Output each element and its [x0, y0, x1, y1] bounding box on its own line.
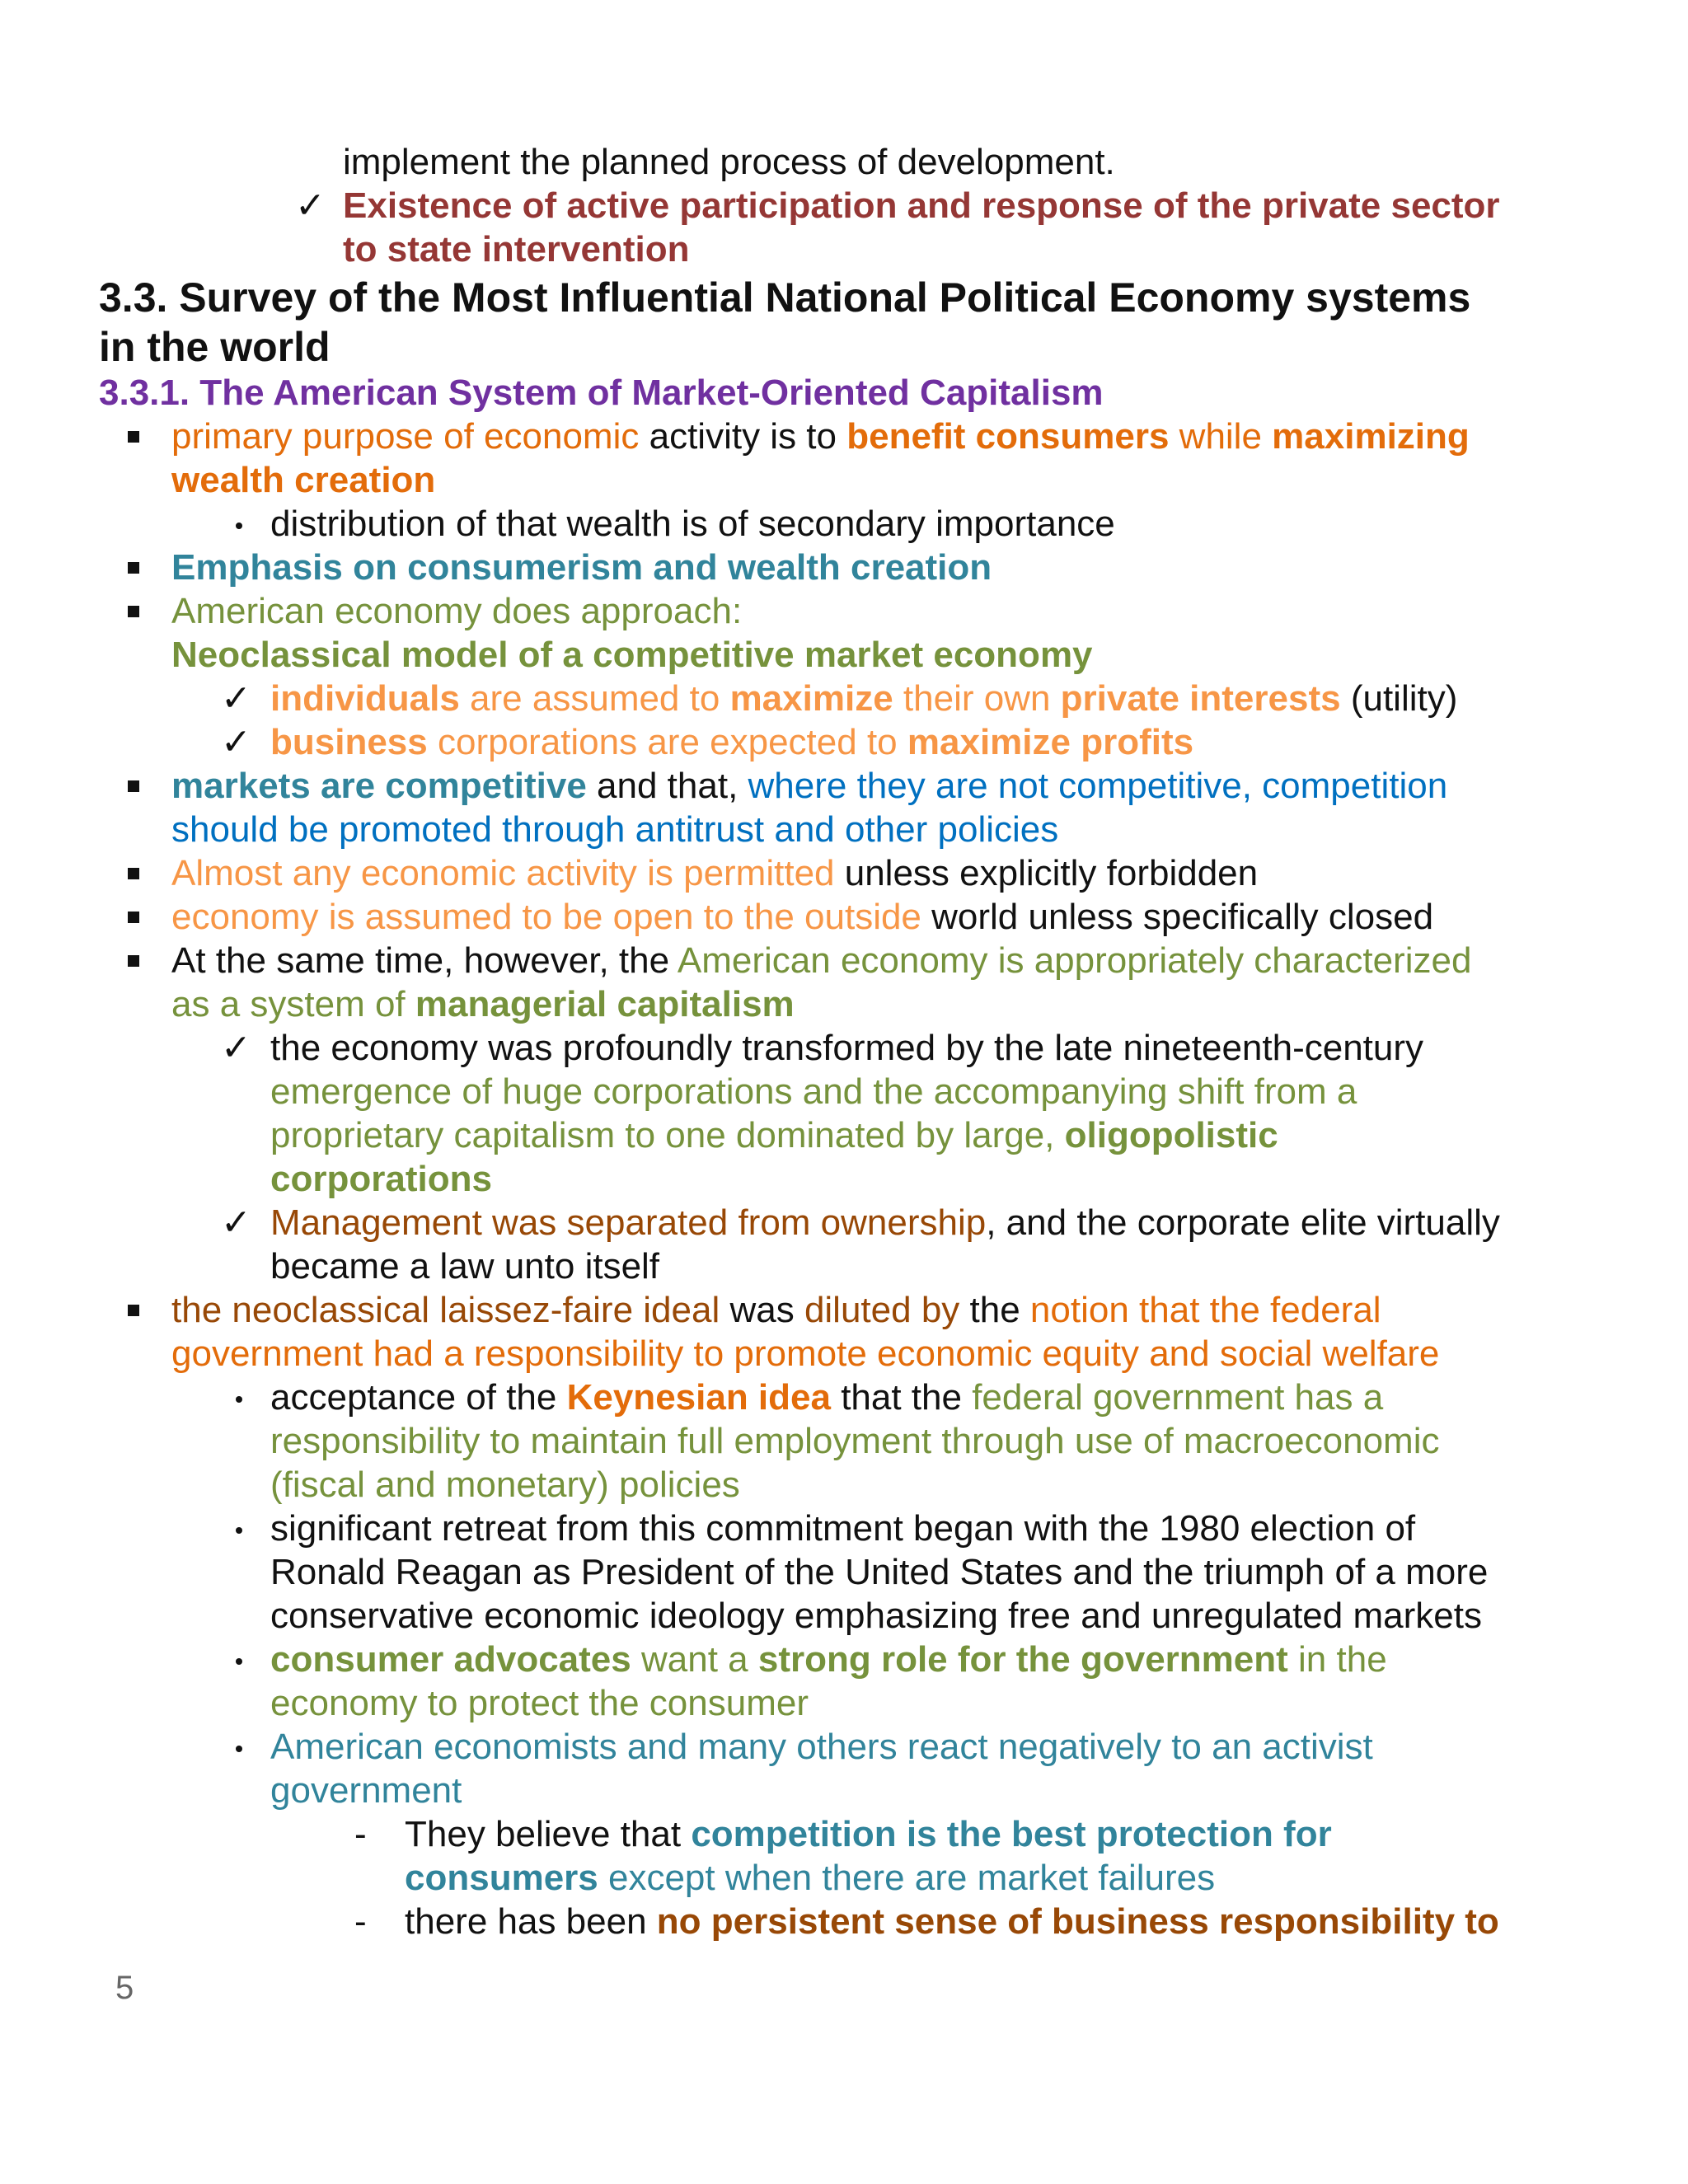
list-item-cont: government [270, 1770, 462, 1811]
list-item-cont: proprietary capitalism to one dominated by large, oligopolistic [270, 1115, 1278, 1155]
square-bullet-icon [128, 955, 139, 967]
list-item: there has been no persistent sense of business responsibility to [405, 1901, 1499, 1942]
list-item: the economy was profoundly transformed by the late nineteenth-century [270, 1028, 1424, 1068]
round-bullet-icon [236, 523, 242, 529]
round-bullet-icon [236, 1527, 242, 1534]
text-line: implement the planned process of development. [343, 142, 1115, 182]
round-bullet-icon [236, 1396, 242, 1403]
list-item-cont: should be promoted through antitrust and other policies [171, 809, 1059, 850]
square-bullet-icon [128, 606, 139, 617]
round-bullet-icon [236, 1746, 242, 1752]
list-item: primary purpose of economic activity is to benefit consumers while maximizing [171, 416, 1470, 457]
list-item-cont: became a law unto itself [270, 1246, 660, 1286]
text-line: to state intervention [343, 229, 690, 269]
checkmark-icon: ✓ [295, 185, 326, 226]
page-number: 5 [115, 1970, 134, 2006]
list-item: acceptance of the Keynesian idea that the federal government has a [270, 1377, 1384, 1418]
list-item: distribution of that wealth is of secondary importance [270, 504, 1115, 544]
list-item: Almost any economic activity is permitted unless explicitly forbidden [171, 853, 1259, 893]
list-item: business corporations are expected to maximize profits [270, 722, 1194, 762]
list-item-cont: wealth creation [171, 460, 436, 500]
list-item-cont: conservative economic ideology emphasizing free and unregulated markets [270, 1596, 1482, 1636]
checkmark-icon: ✓ [221, 1028, 251, 1068]
list-item-cont: responsibility to maintain full employment through use of macroeconomic [270, 1421, 1440, 1461]
list-item: Emphasis on consumerism and wealth creation [171, 547, 992, 588]
list-item-cont: emergence of huge corporations and the accompanying shift from a [270, 1071, 1357, 1112]
list-item-cont: corporations [270, 1159, 492, 1199]
list-item: They believe that competition is the best protection for [405, 1814, 1332, 1854]
list-item: At the same time, however, the American economy is appropriately characterized [171, 940, 1472, 981]
list-item-cont: government had a responsibility to promote economic equity and social welfare [171, 1333, 1440, 1374]
list-item: markets are competitive and that, where they are not competitive, competition [171, 766, 1448, 806]
list-item-cont: as a system of managerial capitalism [171, 984, 795, 1024]
list-item-cont: economy to protect the consumer [270, 1683, 809, 1723]
square-bullet-icon [128, 780, 139, 792]
dash-bullet-icon: - [354, 1901, 367, 1942]
square-bullet-icon [128, 431, 139, 443]
section-heading-cont: in the world [99, 324, 331, 370]
square-bullet-icon [128, 868, 139, 879]
list-item: American economy does approach: [171, 591, 743, 631]
list-item: significant retreat from this commitment began with the 1980 election of [270, 1508, 1416, 1549]
text-line: Existence of active participation and response of the private sector [343, 185, 1500, 226]
section-heading: 3.3. Survey of the Most Influential National Political Economy systems [99, 274, 1471, 321]
list-item: Management was separated from ownership, and the corporate elite virtually [270, 1202, 1500, 1243]
list-item-cont: consumers except when there are market failures [405, 1858, 1216, 1898]
checkmark-icon: ✓ [221, 678, 251, 719]
list-item-cont: (fiscal and monetary) policies [270, 1465, 740, 1505]
list-item: economy is assumed to be open to the outside world unless specifically closed [171, 897, 1434, 937]
list-item: individuals are assumed to maximize their own private interests (utility) [270, 678, 1458, 719]
list-item-cont: Ronald Reagan as President of the United States and the triumph of a more [270, 1552, 1489, 1592]
square-bullet-icon [128, 562, 139, 574]
round-bullet-icon [236, 1658, 242, 1665]
square-bullet-icon [128, 1305, 139, 1316]
checkmark-icon: ✓ [221, 1202, 251, 1243]
square-bullet-icon [128, 912, 139, 923]
list-item: American economists and many others react negatively to an activist [270, 1727, 1373, 1767]
checkmark-icon: ✓ [221, 722, 251, 762]
list-item: consumer advocates want a strong role for the government in the [270, 1639, 1387, 1680]
list-item: the neoclassical laissez-faire ideal was diluted by the notion that the federal [171, 1290, 1381, 1330]
dash-bullet-icon: - [354, 1814, 367, 1854]
list-item-cont: Neoclassical model of a competitive market economy [171, 635, 1093, 675]
subsection-heading: 3.3.1. The American System of Market-Oriented Capitalism [99, 373, 1104, 413]
